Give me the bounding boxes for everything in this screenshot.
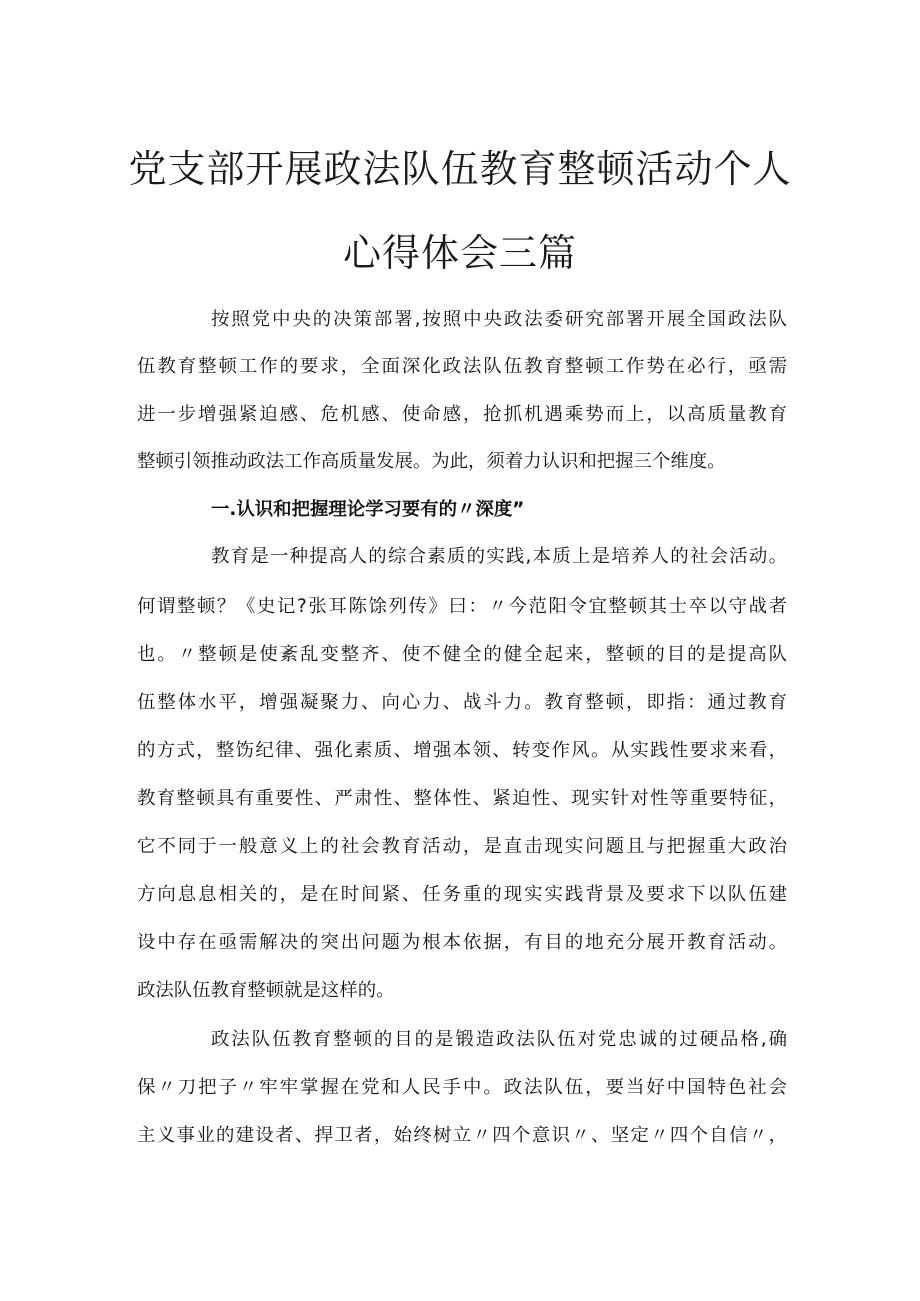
paragraph-1-line-1: 按照党中央的决策部署,按照中央政法委研究部署开展全国政法队 bbox=[211, 309, 787, 330]
paragraph-2-line-5: 的方式，整饬纪律、强化素质、增强本领、转变作风。从实践性要求来看， bbox=[137, 740, 787, 761]
paragraph-2-line-3: 也。〃整顿是使紊乱变整齐、使不健全的健全起来，整顿的目的是提高队 bbox=[137, 644, 787, 665]
paragraph-3-line-1: 政法队伍教育整顿的目的是锻造政法队伍对党忠诚的过硬品格,确 bbox=[211, 1029, 787, 1050]
paragraph-2-line-6: 教育整顿具有重要性、严肃性、整体性、紧迫性、现实针对性等重要特征， bbox=[137, 788, 787, 809]
paragraph-2-line-1: 教育是一种提高人的综合素质的实践,本质上是培养人的社会活动。 bbox=[211, 546, 787, 567]
paragraph-2-line-2: 何谓整顿？《史记?张耳陈馀列传》曰：〃今范阳令宜整顿其士卒以守战者 bbox=[137, 596, 787, 617]
paragraph-1-line-4: 整顿引领推动政法工作高质量发展。为此，须着力认识和把握三个维度。 bbox=[137, 451, 726, 472]
paragraph-2-line-10: 政法队伍教育整顿就是这样的。 bbox=[137, 980, 395, 1001]
paragraph-2-line-4: 伍整体水平，增强凝聚力、向心力、战斗力。教育整顿，即指：通过教育 bbox=[137, 692, 787, 713]
paragraph-1-line-2: 伍教育整顿工作的要求，全面深化政法队伍教育整顿工作势在必行，亟需 bbox=[137, 356, 787, 377]
paragraph-3-line-2: 保〃刀把子〃牢牢掌握在党和人民手中。政法队伍，要当好中国特色社会 bbox=[137, 1077, 787, 1098]
paragraph-2-line-9: 设中存在亟需解决的突出问题为根本依据，有目的地充分展开教育活动。 bbox=[137, 932, 787, 953]
section-heading-1: 一.认识和把握理论学习要有的〃深度” bbox=[211, 499, 525, 520]
paragraph-3-line-3: 主义事业的建设者、捍卫者，始终树立〃四个意识〃、坚定〃四个自信〃， bbox=[137, 1125, 787, 1146]
document-title-line-1: 党支部开展政法队伍教育整顿活动个人 bbox=[128, 147, 792, 191]
paragraph-2-line-7: 它不同于一般意义上的社会教育活动，是直击现实问题且与把握重大政治 bbox=[137, 836, 787, 857]
document-title-line-2: 心得体会三篇 bbox=[342, 231, 577, 275]
paragraph-1-line-3: 进一步增强紧迫感、危机感、使命感，抢抓机遇乘势而上，以高质量教育 bbox=[137, 404, 787, 425]
paragraph-2-line-8: 方向息息相关的，是在时间紧、任务重的现实实践背景及要求下以队伍建 bbox=[137, 884, 787, 905]
